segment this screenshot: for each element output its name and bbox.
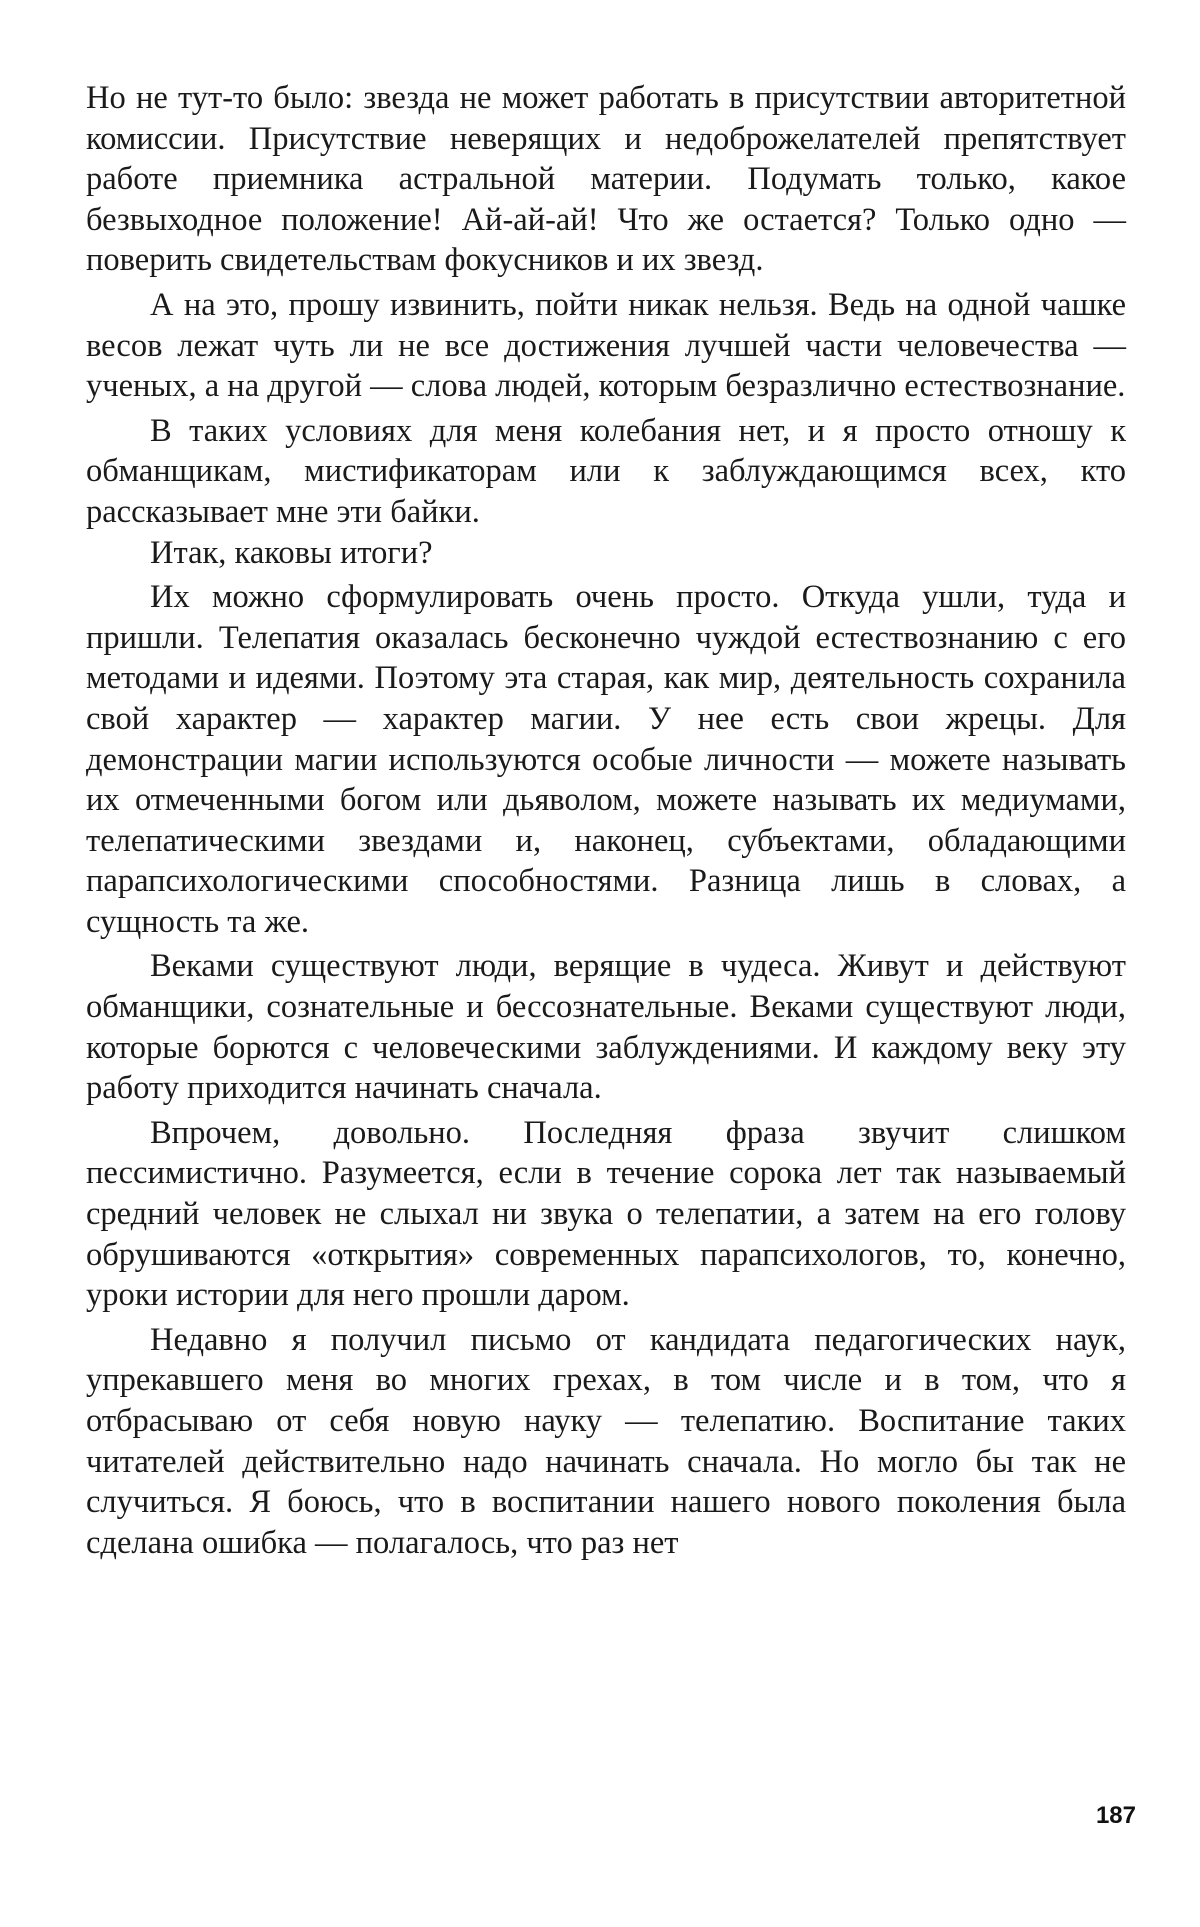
- paragraph-2: А на это, прошу извинить, пойти никак нельзя. Ведь на одной чашке весов лежат чуть ли не все достижения лучшей части человечества — ученых, а на другой — слова людей, которым безразлично естествознание.: [86, 286, 1126, 405]
- page-number: 187: [1095, 1802, 1136, 1829]
- paragraph-6: Веками существуют люди, верящие в чудеса. Живут и действуют обманщики, сознательные и бессознательные. Веками существуют люди, которые борются с человеческими заблуждениями. И каждому веку эту работу приходится начинать сначала.: [86, 948, 1126, 1107]
- paragraph-1: Но не тут-то было: звезда не может работать в присутствии авторитетной комиссии. Присутствие неверящих и недоброжелателей препятствует работе приемника астральной материи. Подумать только, какое безвыходное положение! Ай-ай-ай! Что же остается? Только одно — поверить свидетельствам фокусников и их звезд.: [86, 80, 1126, 279]
- page-body: [86, 78, 1126, 1563]
- paragraph-3: В таких условиях для меня колебания нет, и я просто отношу к обманщикам, мистификаторам или к заблуждающимся всех, кто рассказывает мне эти байки.: [86, 412, 1126, 530]
- paragraph-5: Их можно сформулировать очень просто. Откуда ушли, туда и пришли. Телепатия оказалась бесконечно чуждой естествознанию с его методами и идеями. Поэтому эта старая, как мир, деятельность сохранила свой характер — характер магии. У нее есть свои жрецы. Для демонстрации магии используются особые личности — можете называть их отмеченными богом или дьяволом, можете называть их медиумами, телепатическими звездами и, наконец, субъектами, обладающими парапсихологическими способностями. Разница лишь в словах, а сущность та же.: [86, 579, 1126, 940]
- paragraph-4: Итак, каковы итоги?: [150, 534, 433, 571]
- paragraph-7: Впрочем, довольно. Последняя фраза звучит слишком пессимистично. Разумеется, если в течение сорока лет так называемый средний человек не слыхал ни звука о телепатии, а затем на его голову обрушиваются «открытия» современных парапсихологов, то, конечно, уроки истории для него прошли даром.: [86, 1114, 1126, 1314]
- paragraph-8: Недавно я получил письмо от кандидата педагогических наук, упрекавшего меня во многих грехах, в том числе и в том, что я отбрасываю от себя новую науку — телепатию. Воспитание таких читателей действительно надо начинать сначала. Но могло бы так не случиться. Я боюсь, что в воспитании нашего нового поколения была сделана ошибка — полагалось, что раз нет: [86, 1321, 1126, 1561]
